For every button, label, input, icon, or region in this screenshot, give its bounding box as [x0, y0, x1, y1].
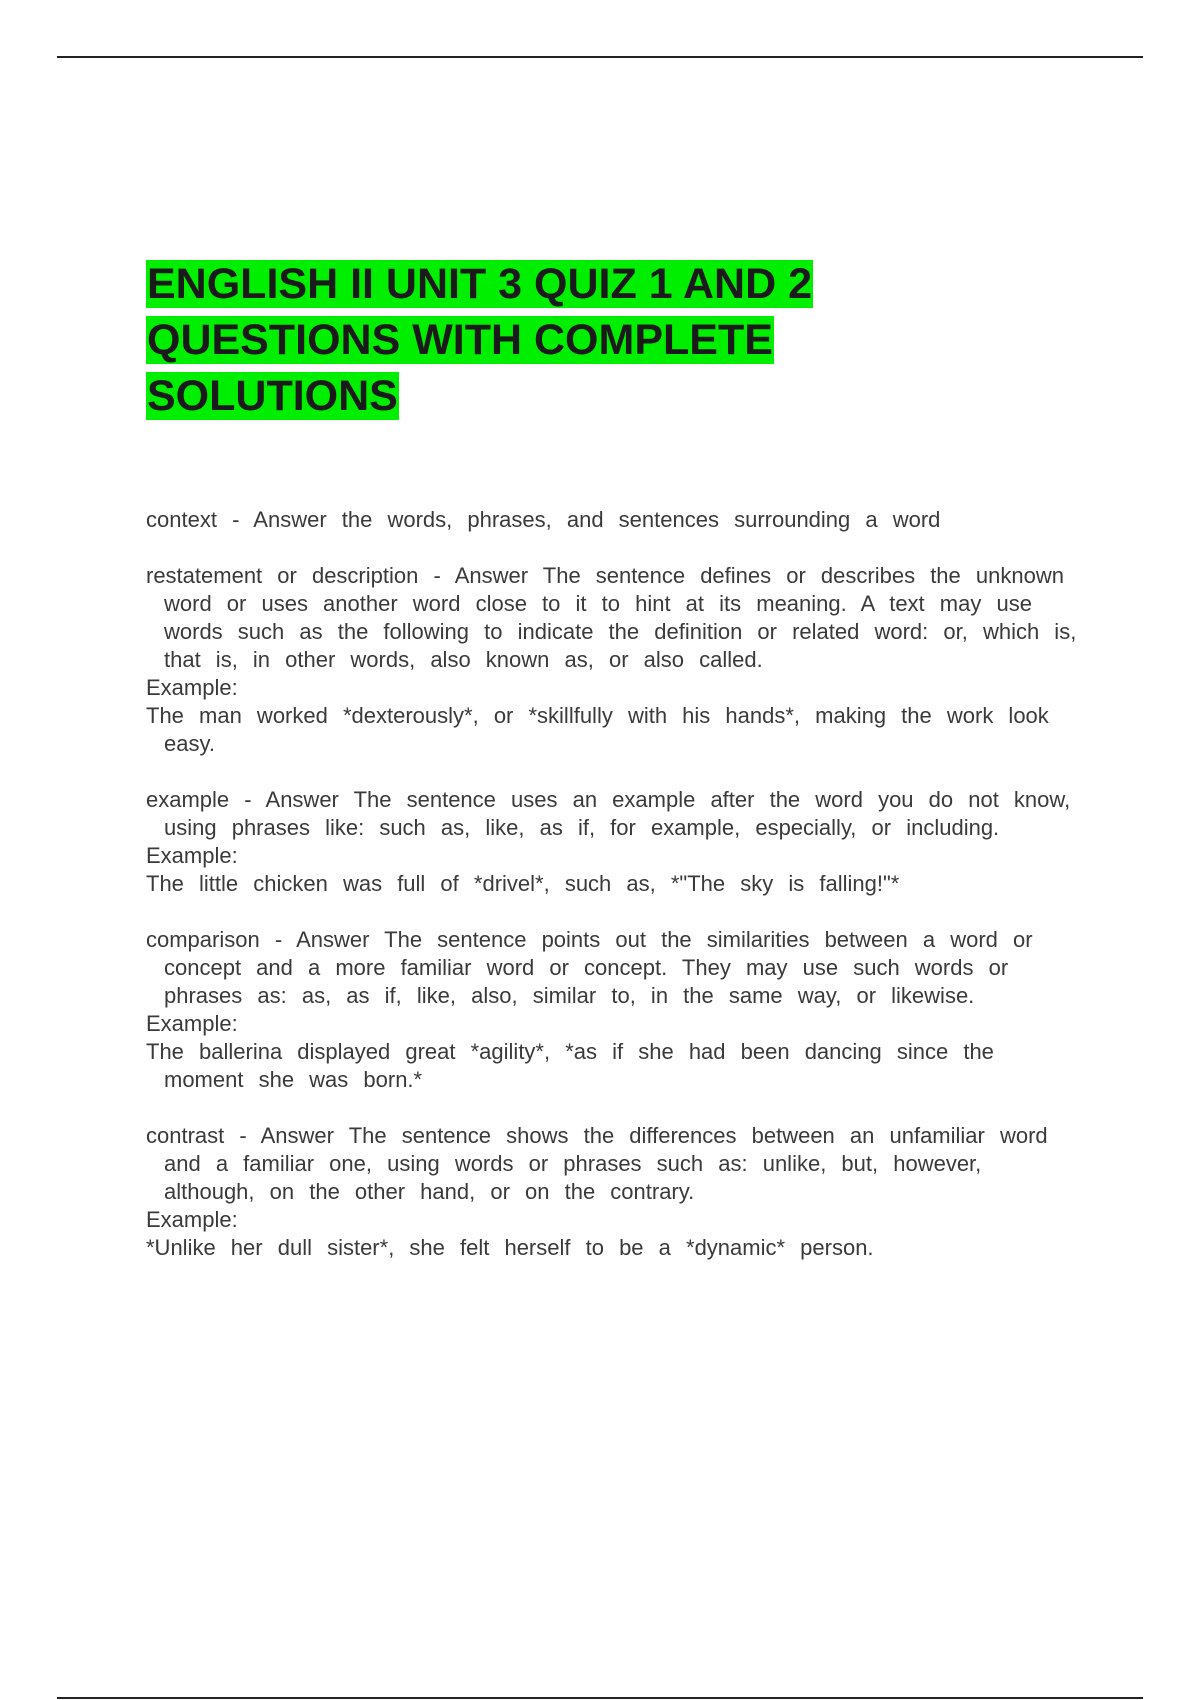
- qa-term: context: [146, 507, 217, 532]
- qa-answer: Answer The sentence shows the differences between an unfamiliar word and a familiar one, using words or phrases such as: unlike, but, however, although, on the other hand, or on the contrary.: [164, 1123, 1048, 1204]
- qa-term: contrast: [146, 1123, 225, 1148]
- qa-separator: -: [244, 787, 252, 812]
- example-text: The little chicken was full of *drivel*, such as, *"The sky is falling!"*: [146, 871, 900, 896]
- qa-separator: -: [274, 927, 283, 952]
- example-label: Example:: [146, 1207, 238, 1232]
- qa-definition: [146, 506, 1080, 534]
- footer-rule: [57, 1697, 1143, 1699]
- qa-separator: -: [232, 507, 240, 532]
- qa-definition: [146, 786, 1080, 842]
- qa-term: example: [146, 787, 230, 812]
- example-text: The man worked *dexterously*, or *skillfully with his hands*, making the work look easy.: [146, 703, 1049, 756]
- qa-separator: -: [433, 563, 441, 588]
- qa-entry-comparison: [146, 926, 1080, 1094]
- example-text: The ballerina displayed great *agility*, *as if she had been dancing since the moment she was born.*: [146, 1039, 994, 1092]
- title-line-2: QUESTIONS WITH COMPLETE: [147, 316, 773, 364]
- qa-answer: Answer The sentence defines or describes the unknown word or uses another word close to it to hint at its meaning. A text may use words such as the following to indicate the definition or related word: or, which is, that is, in other words, also known as, or also called.: [164, 563, 1077, 672]
- qa-definition: [146, 1122, 1080, 1206]
- example-label: Example:: [146, 843, 238, 868]
- qa-separator: -: [239, 1123, 247, 1148]
- qa-entry-example: [146, 786, 1080, 898]
- qa-answer: Answer the words, phrases, and sentences surrounding a word: [253, 507, 941, 532]
- qa-definition: [146, 562, 1080, 674]
- title-line-1: ENGLISH II UNIT 3 QUIZ 1 AND 2: [147, 260, 812, 308]
- qa-term: restatement or description: [146, 563, 419, 588]
- qa-list: [146, 506, 1080, 1290]
- qa-answer: Answer The sentence points out the similarities between a word or concept and a more familiar word or concept. They may use such words or phrases as: as, as if, like, also, similar to, in the same way, or likewise.: [164, 927, 1033, 1008]
- qa-term: comparison: [146, 927, 260, 952]
- header-rule: [57, 56, 1143, 58]
- example-label: Example:: [146, 1011, 238, 1036]
- example-text: *Unlike her dull sister*, she felt herself to be a *dynamic* person.: [146, 1235, 874, 1260]
- qa-entry-context: [146, 506, 1080, 534]
- document-title: [146, 256, 946, 424]
- qa-entry-contrast: [146, 1122, 1080, 1262]
- title-line-3: SOLUTIONS: [147, 372, 398, 420]
- qa-definition: [146, 926, 1080, 1010]
- example-label: Example:: [146, 675, 238, 700]
- qa-entry-restatement: [146, 562, 1080, 758]
- qa-answer: Answer The sentence uses an example after the word you do not know, using phrases like: such as, like, as if, for example, especially, or including.: [164, 787, 1071, 840]
